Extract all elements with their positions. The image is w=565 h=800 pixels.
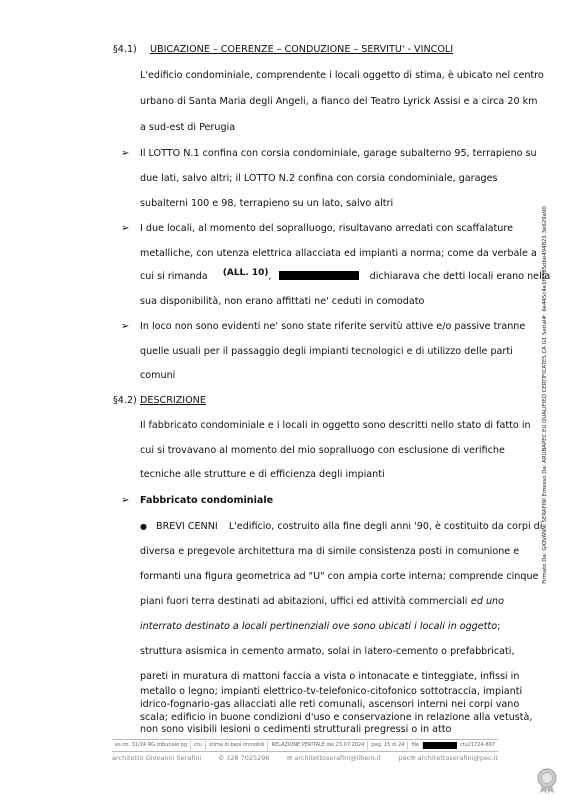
section-title: UBICAZIONE – COERENZE – CONDUZIONE – SERVITU' - VINCOLI	[150, 44, 454, 55]
redaction-bar	[423, 742, 457, 749]
paragraph-line: due lati, salvo altri; il LOTTO N.2 confina con corsia condominiale, garages	[140, 173, 498, 184]
paragraph-line: quelle usuali per il passaggio degli impianti tecnologici e di utilizzo delle parti	[140, 346, 513, 357]
footer-cell: ctu21724-897	[459, 742, 495, 748]
arrow-bullet-icon: ➢	[121, 223, 130, 234]
paragraph-line: tecniche alle strutture e di efficienza degli impianti	[140, 469, 385, 480]
paragraph-line: metallo o legno; impianti elettrico-tv-telefonico-citofonico sottotraccia, impianti	[140, 686, 523, 697]
section-number: §4.1)	[113, 44, 137, 55]
paragraph-line: Il LOTTO N.1 confina con corsia condominiale, garage subalterno 95, terrapieno su	[140, 148, 537, 159]
paragraph-line: sua disponibilità, non erano affittati ne' ceduti in comodato	[140, 296, 425, 307]
phone-icon: ✆	[218, 754, 225, 762]
paragraph-line: comuni	[140, 370, 176, 381]
arrow-bullet-icon: ➢	[121, 148, 130, 159]
paragraph-line: formanti una figura geometrica ad "U" con ampia corte interna; comprende cinque	[140, 571, 539, 582]
paragraph-line: urbano di Santa Maria degli Angeli, a fianco del Teatro Lyrick Assisi e a circa 20 km	[140, 96, 538, 107]
paragraph-line: non sono visibili lesioni o cedimenti strutturali pregressi o in atto	[140, 724, 452, 735]
section-title: DESCRIZIONE	[140, 395, 206, 406]
paragraph-line: diversa e pregevole architettura ma di simile consistenza posti in comunione e	[140, 546, 520, 557]
paragraph-line: struttura asismica in cemento armato, solai in latero-cemento o prefabbricati,	[140, 646, 515, 657]
footer-contacts	[112, 754, 498, 762]
arrow-bullet-icon: ➢	[121, 321, 130, 332]
paragraph-line: ● BREVI CENNI L'edificio, costruito alla fine degli anni '90, è costituito da corpi di	[140, 521, 543, 532]
footer-cell: es.im. 31/24 RG tribunale pg	[112, 741, 191, 750]
paragraph-line: idrico-fognario-gas allacciati alle reti comunali, ascensori interni nei corpi vano	[140, 699, 520, 710]
paragraph-line: piani fuori terra destinati ad abitazioni, uffici ed attività commerciali ed uno	[140, 596, 504, 607]
paragraph-line: metalliche, con utenza elettrica allacciata ed impianti a norma; come da verbale a	[140, 248, 537, 259]
footer-author: architetto Giovanni Serafini	[112, 754, 202, 762]
bullet-dot-icon: ●	[140, 522, 147, 531]
footer-cell: RELAZIONE PERITALE del 23.07.2024	[268, 741, 368, 750]
footer-phone: ✆ 328 7025296	[218, 754, 270, 762]
paragraph-line: subalterni 100 e 98, terrapieno su un lato, salvo altri	[140, 198, 394, 209]
footer-pec[interactable]: pec✉ architettoserafini@pec.it	[398, 754, 498, 762]
paragraph-line: I due locali, al momento del sopralluogo, risultavano arredati con scaffalature	[140, 223, 513, 234]
paragraph-line: pareti in muratura di mattoni faccia a vista o intonacate e tinteggiate, infissi in	[140, 671, 520, 682]
paragraph-line: interrato destinato a locali pertinenziali ove sono ubicati i locali in oggetto;	[140, 621, 501, 632]
paragraph-line: Il fabbricato condominiale e i locali in oggetto sono descritti nello stato di fatto in	[140, 420, 531, 431]
redaction-bar	[279, 271, 359, 280]
paragraph-line: scala; edificio in buone condizioni d'uso e conservazione in relazione alla vetustà,	[140, 712, 533, 723]
footer-cell: pag. 15 di 24	[368, 741, 408, 750]
paragraph-line: L'edificio condominiale, comprendente i locali oggetto di stima, è ubicato nel centro	[140, 70, 544, 81]
arrow-bullet-icon: ➢	[121, 495, 130, 506]
footer-cell: ctu	[191, 741, 206, 750]
seal-icon	[536, 768, 558, 798]
digital-signature-sidebar: Firmato Da: GIOVANNI SERAFINI Emesso Da: ARUBAPEC EU QUALIFIED CERTIFICATES CA G1 Serial#: 6e445c4e1f6385dbe494821 3e629a90	[542, 206, 548, 584]
section-number: §4.2)	[113, 395, 137, 406]
attachment-reference: (ALL. 10)	[222, 268, 269, 278]
paragraph-line: cui si trovavano al momento del mio sopralluogo con esclusione di verifiche	[140, 445, 505, 456]
footer-cell: file	[408, 741, 423, 750]
email-icon: ✉	[410, 754, 416, 762]
paragraph-line: cui si rimanda (ALL. 10), dichiarava che detti locali erano nella	[140, 268, 551, 282]
paragraph-line: In loco non sono evidenti ne' sono state riferite servitù attive e/o passive tranne	[140, 321, 526, 332]
email-icon: ✉	[286, 754, 293, 762]
footer-cell: stima di beni immobili	[206, 741, 269, 750]
sub-heading: Fabbricato condominiale	[140, 495, 274, 506]
paragraph-line: a sud-est di Perugia	[140, 122, 236, 133]
footer-email[interactable]: ✉ architettoserafini@libero.it	[286, 754, 382, 762]
footer-info-bar	[112, 739, 498, 752]
